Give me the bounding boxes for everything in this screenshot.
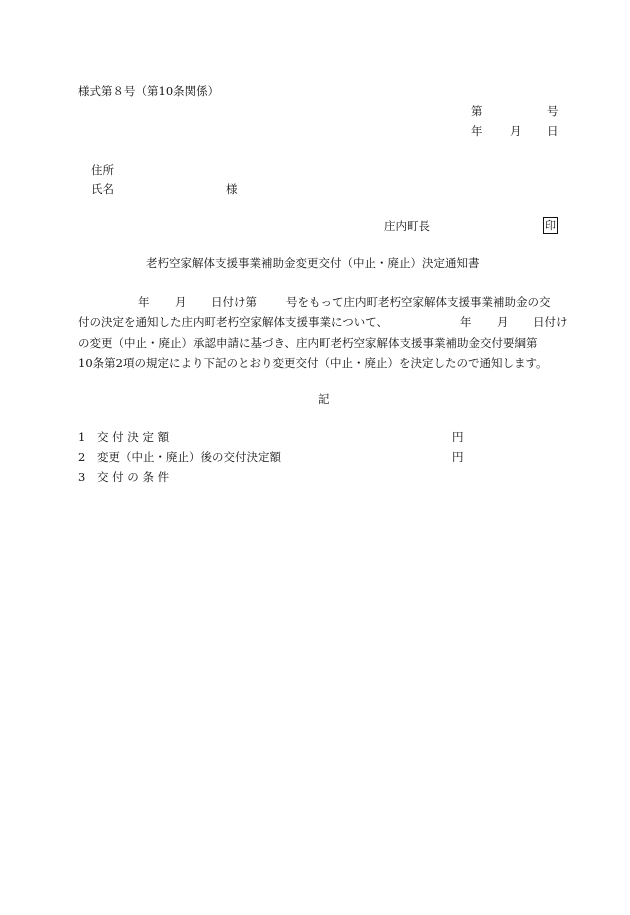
date-month: 月	[510, 124, 522, 138]
item-3-label: 交 付 の 条 件	[97, 470, 170, 484]
body-year-2: 年	[460, 315, 472, 329]
name-label: 氏名	[91, 182, 114, 196]
item-3-no: 3	[78, 470, 86, 484]
body-line-2-text: 付の決定を通知した庄内町老朽空家解体支援事業について、	[78, 315, 389, 329]
body-dated-no: 日付け第	[211, 295, 257, 309]
body-day-suffix: 日付け	[533, 315, 568, 329]
issuer-name: 庄内町長	[384, 219, 430, 233]
body-month-2: 月	[497, 315, 509, 329]
item-1-label: 交 付 決 定 額	[97, 430, 170, 444]
form-number-label: 様式第８号（第10条関係）	[78, 84, 220, 98]
ref-go: 号	[547, 104, 559, 118]
body-line-3: の変更（中止・廃止）承認申請に基づき、庄内町老朽空家解体支援事業補助金交付要綱第	[78, 336, 538, 350]
item-2-unit: 円	[452, 450, 464, 464]
honorific: 様	[226, 182, 238, 196]
item-2-label: 変更（中止・廃止）後の交付決定額	[97, 450, 281, 464]
date-day: 日	[547, 124, 559, 138]
body-line-1-text: 号をもって庄内町老朽空家解体支援事業補助金の交	[286, 295, 551, 309]
item-1-no: 1	[78, 430, 86, 444]
body-line-4: 10条第2項の規定により下記のとおり変更交付（中止・廃止）を決定したので通知します。	[78, 356, 548, 370]
date-year: 年	[471, 124, 483, 138]
item-1-unit: 円	[452, 430, 464, 444]
body-year: 年	[138, 295, 150, 309]
ki-heading: 記	[318, 392, 330, 406]
document-title: 老朽空家解体支援事業補助金変更交付（中止・廃止）決定通知書	[146, 256, 480, 270]
item-2-no: 2	[78, 450, 86, 464]
seal-box: 印	[545, 219, 556, 232]
ref-dai: 第	[471, 104, 483, 118]
body-month: 月	[175, 295, 187, 309]
address-label: 住所	[91, 163, 114, 177]
